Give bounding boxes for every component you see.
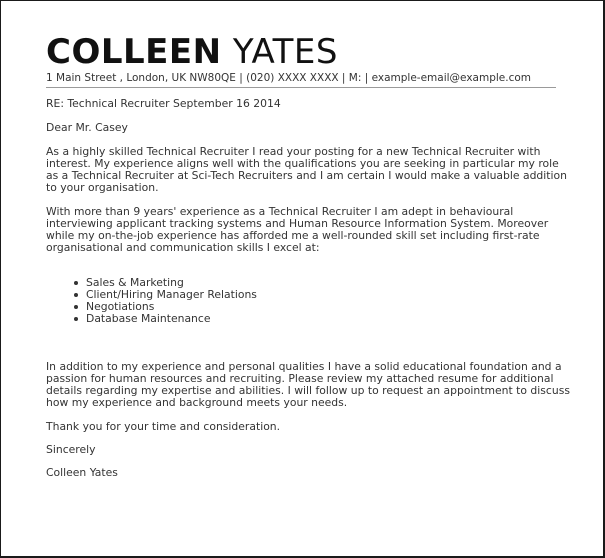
paragraph-3: In addition to my experience and personal qualities I have a solid educational foundation and a passion for human resources and recruiting. Please review my attached resume for additional details regarding my expertise and abilities. I will follow up to request an appointment to discuss how my experience and background meets your needs. (46, 360, 570, 409)
closing: Sincerely (46, 443, 96, 456)
letter-body (46, 98, 571, 479)
list-item: Client/Hiring Manager Relations (86, 289, 571, 301)
signature-name: Colleen Yates (46, 466, 118, 479)
paragraph-2: With more than 9 years' experience as a Technical Recruiter I am adept in behavioural interviewing applicant tracking systems and Human Resource Information System. Moreover while my on-the-job experience has afforded me a well-rounded skill set including first-rate organisational and communication skills I excel at: (46, 205, 549, 254)
thanks-line: Thank you for your time and consideration. (46, 420, 281, 433)
applicant-name (46, 32, 571, 72)
paragraph-1: As a highly skilled Technical Recruiter I read your posting for a new Technical Recruiter with interest. My experience aligns well with the qualifications you are seeking in particular my role as a Technical Recruiter at Sci-Tech Recruiters and I am certain I would make a valuable addition to your organisation. (46, 145, 567, 194)
list-item: Database Maintenance (86, 313, 571, 325)
list-item: Sales & Marketing (86, 277, 571, 289)
skills-list (46, 277, 571, 325)
first-name: COLLEEN (46, 32, 222, 72)
salutation: Dear Mr. Casey (46, 121, 128, 134)
re-line: RE: Technical Recruiter September 16 2014 (46, 97, 281, 110)
letter-content (46, 32, 571, 479)
last-name: YATES (232, 32, 338, 72)
list-item: Negotiations (86, 301, 571, 313)
contact-line: 1 Main Street , London, UK NW80QE | (020) XXXX XXXX | M: | example-email@example.com (46, 72, 556, 88)
